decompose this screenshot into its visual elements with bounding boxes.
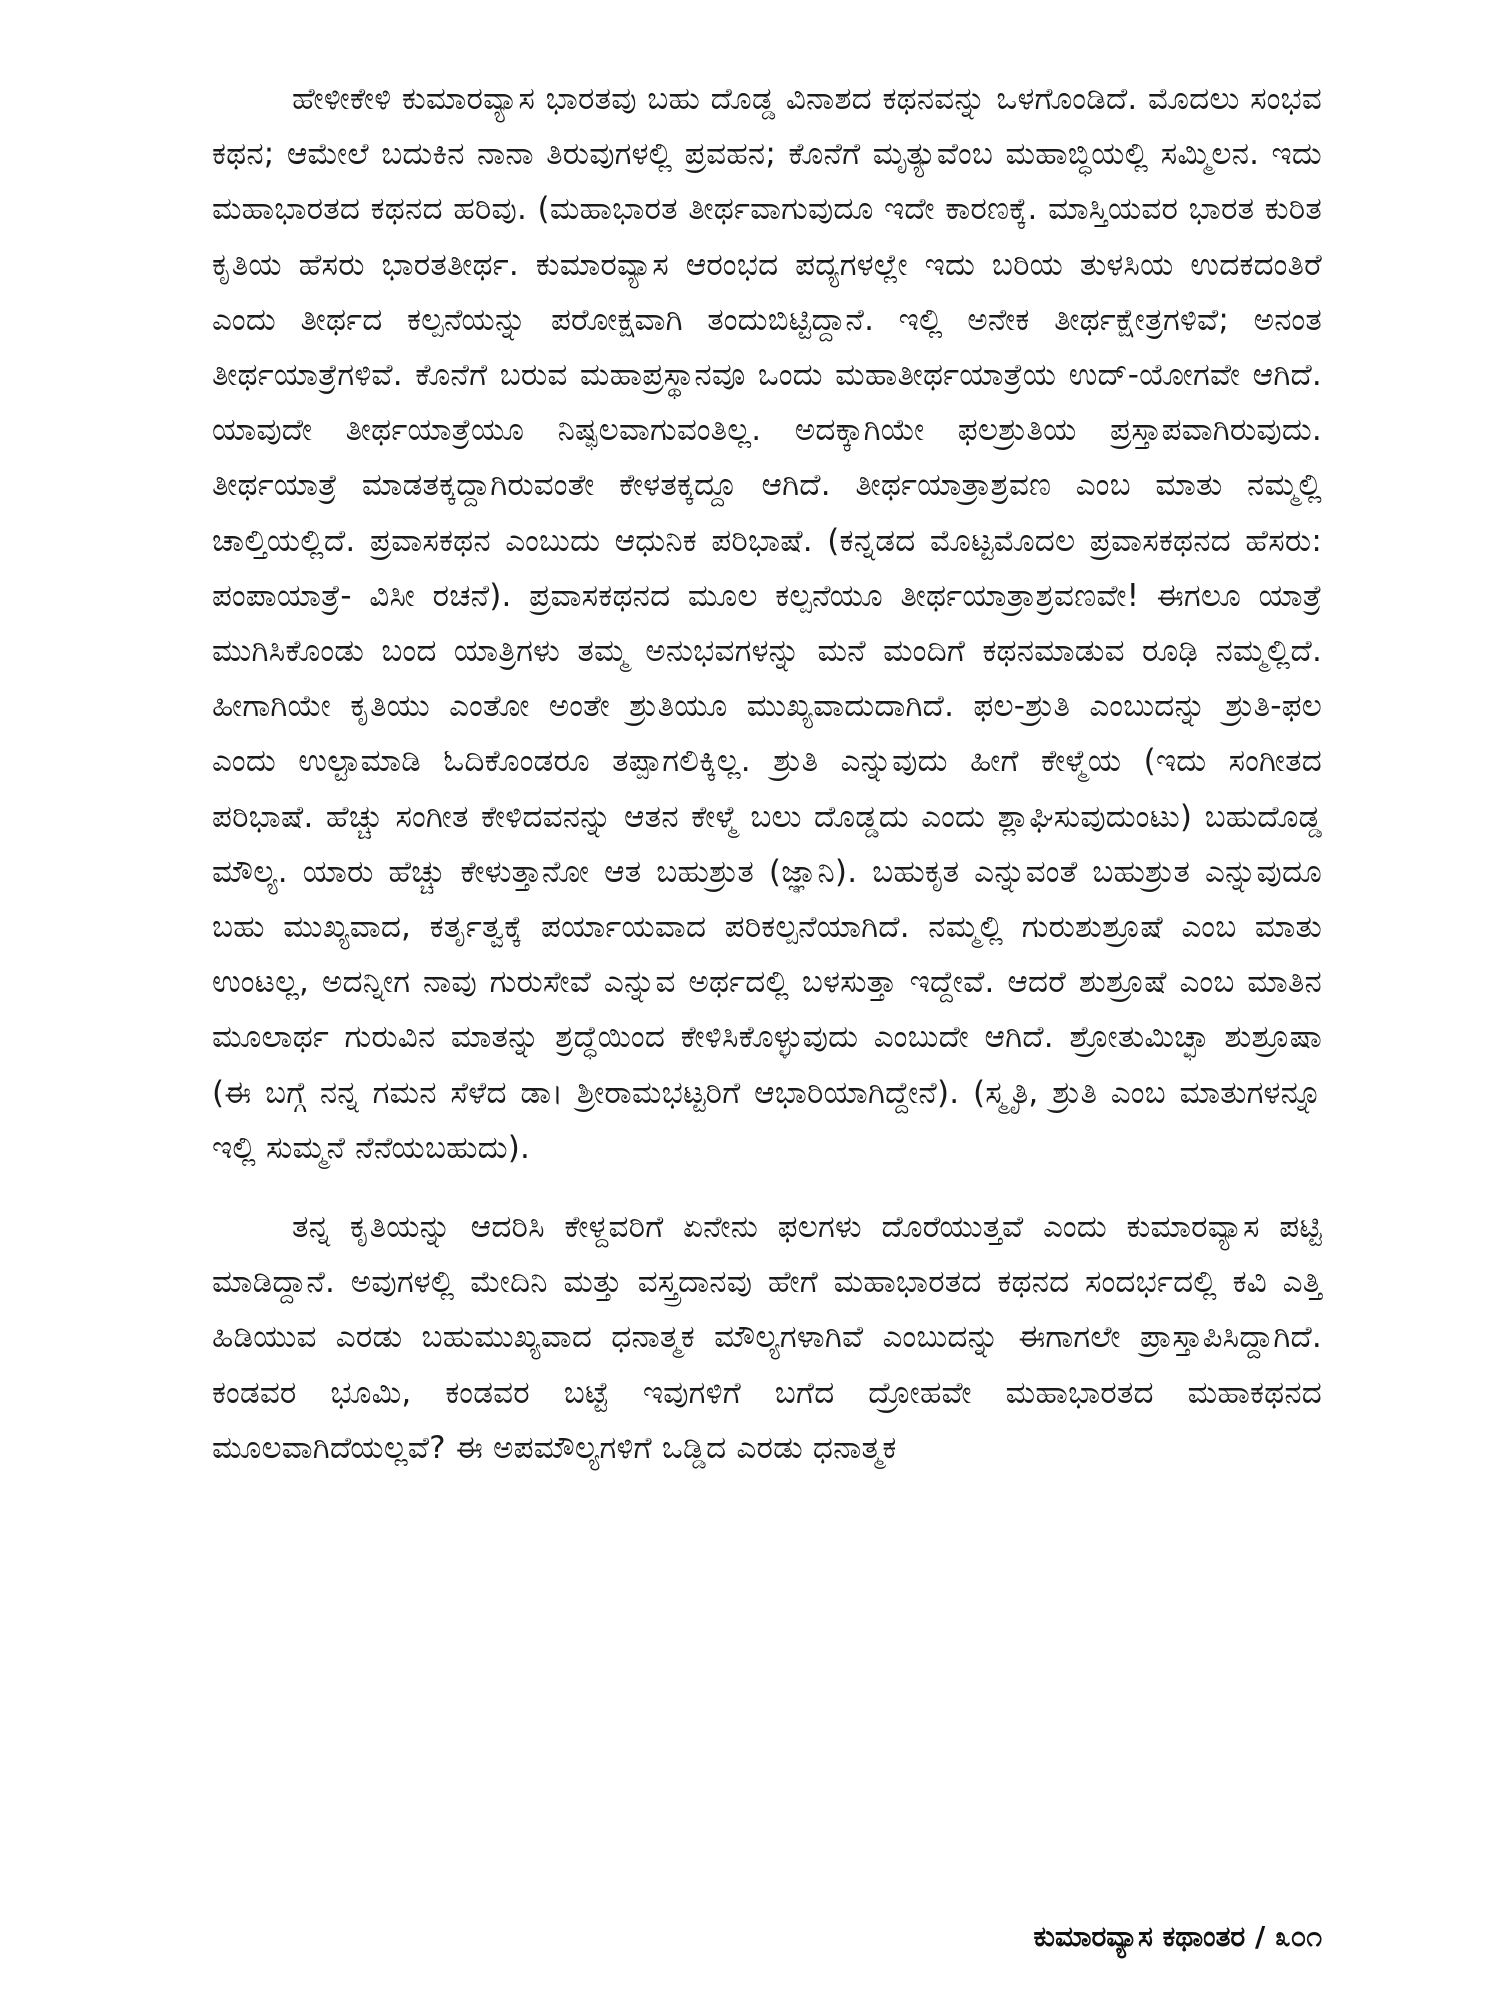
paragraph: ಹೇಳೀಕೇಳಿ ಕುಮಾರವ್ಯಾಸ ಭಾರತವು ಬಹು ದೊಡ್ಡ ವಿನಾಶದ ಕಥನವನ್ನು ಒಳಗೊಂಡಿದೆ. ಮೊದಲು ಸಂಭವ ಕಥನ; ಆಮೇಲೆ ಬದುಕಿನ ನಾನಾ ತಿರುವುಗಳಲ್ಲಿ ಪ್ರವಹನ; ಕೊನೆಗೆ ಮೃತ್ಯುವೆಂಬ ಮಹಾಬ್ಧಿಯಲ್ಲಿ ಸಮ್ಮಿಲನ. ಇದು ಮಹಾಭಾರತದ ಕಥನದ ಹರಿವು. (ಮಹಾಭಾರತ ತೀರ್ಥವಾಗುವುದೂ ಇದೇ ಕಾರಣಕ್ಕೆ. ಮಾಸ್ತಿಯವರ ಭಾರತ ಕುರಿತ ಕೃತಿಯ ಹೆಸರು ಭಾರತತೀರ್ಥ. ಕುಮಾರವ್ಯಾಸ ಆರಂಭದ ಪದ್ಯಗಳಲ್ಲೇ ಇದು ಬರಿಯ ತುಳಸಿಯ ಉದಕದಂತಿರೆ ಎಂದು ತೀರ್ಥದ ಕಲ್ಪನೆಯನ್ನು ಪರೋಕ್ಷವಾಗಿ ತಂದುಬಿಟ್ಟಿದ್ದಾನೆ. ಇಲ್ಲಿ ಅನೇಕ ತೀರ್ಥಕ್ಷೇತ್ರಗಳಿವೆ; ಅನಂತ ತೀರ್ಥಯಾತ್ರೆಗಳಿವೆ. ಕೊನೆಗೆ ಬರುವ ಮಹಾಪ್ರಸ್ಥಾನವೂ ಒಂದು ಮಹಾತೀರ್ಥಯಾತ್ರೆಯ ಉದ್‌-ಯೋಗವೇ ಆಗಿದೆ. ಯಾವುದೇ ತೀರ್ಥಯಾತ್ರೆಯೂ ನಿಷ್ಫಲವಾಗುವಂತಿಲ್ಲ. ಅದಕ್ಕಾಗಿಯೇ ಫಲಶ್ರುತಿಯ ಪ್ರಸ್ತಾಪವಾಗಿರುವುದು. ತೀರ್ಥಯಾತ್ರೆ ಮಾಡತಕ್ಕದ್ದಾಗಿರುವಂತೇ ಕೇಳತಕ್ಕದ್ದೂ ಆಗಿದೆ. ತೀರ್ಥಯಾತ್ರಾಶ್ರವಣ ಎಂಬ ಮಾತು ನಮ್ಮಲ್ಲಿ ಚಾಲ್ತಿಯಲ್ಲಿದೆ. ಪ್ರವಾಸಕಥನ ಎಂಬುದು ಆಧುನಿಕ ಪರಿಭಾಷೆ. (ಕನ್ನಡದ ಮೊಟ್ಟಮೊದಲ ಪ್ರವಾಸಕಥನದ ಹೆಸರು: ಪಂಪಾಯಾತ್ರೆ- ವಿಸೀ ರಚನೆ). ಪ್ರವಾಸಕಥನದ ಮೂಲ ಕಲ್ಪನೆಯೂ ತೀರ್ಥಯಾತ್ರಾಶ್ರವಣವೇ! ಈಗಲೂ ಯಾತ್ರೆ ಮುಗಿಸಿಕೊಂಡು ಬಂದ ಯಾತ್ರಿಗಳು ತಮ್ಮ ಅನುಭವಗಳನ್ನು ಮನೆ ಮಂದಿಗೆ ಕಥನಮಾಡುವ ರೂಢಿ ನಮ್ಮಲ್ಲಿದೆ. ಹೀಗಾಗಿಯೇ ಕೃತಿಯು ಎಂತೋ ಅಂತೇ ಶ್ರುತಿಯೂ ಮುಖ್ಯವಾದುದಾಗಿದೆ. ಫಲ-ಶ್ರುತಿ ಎಂಬುದನ್ನು ಶ್ರುತಿ-ಫಲ ಎಂದು ಉಲ್ಟಾಮಾಡಿ ಓದಿಕೊಂಡರೂ ತಪ್ಪಾಗಲಿಕ್ಕಿಲ್ಲ. ಶ್ರುತಿ ಎನ್ನುವುದು ಹೀಗೆ ಕೇಳ್ಮೆಯ (ಇದು ಸಂಗೀತದ ಪರಿಭಾಷೆ. ಹೆಚ್ಚು ಸಂಗೀತ ಕೇಳಿದವನನ್ನು ಆತನ ಕೇಳ್ಮೆ ಬಲು ದೊಡ್ಡದು ಎಂದು ಶ್ಲಾಘಿಸುವುದುಂಟು) ಬಹುದೊಡ್ಡ ಮೌಲ್ಯ. ಯಾರು ಹೆಚ್ಚು ಕೇಳುತ್ತಾನೋ ಆತ ಬಹುಶ್ರುತ (ಜ್ಞಾನಿ). ಬಹುಕೃತ ಎನ್ನುವಂತೆ ಬಹುಶ್ರುತ ಎನ್ನುವುದೂ ಬಹು ಮುಖ್ಯವಾದ, ಕರ್ತೃತ್ವಕ್ಕೆ ಪರ್ಯಾಯವಾದ ಪರಿಕಲ್ಪನೆಯಾಗಿದೆ. ನಮ್ಮಲ್ಲಿ ಗುರುಶುಶ್ರೂಷೆ ಎಂಬ ಮಾತು ಉಂಟಲ್ಲ, ಅದನ್ನೀಗ ನಾವು ಗುರುಸೇವೆ ಎನ್ನುವ ಅರ್ಥದಲ್ಲಿ ಬಳಸುತ್ತಾ ಇದ್ದೇವೆ. ಆದರೆ ಶುಶ್ರೂಷೆ ಎಂಬ ಮಾತಿನ ಮೂಲಾರ್ಥ ಗುರುವಿನ ಮಾತನ್ನು ಶ್ರದ್ಧೆಯಿಂದ ಕೇಳಿಸಿಕೊಳ್ಳುವುದು ಎಂಬುದೇ ಆಗಿದೆ. ಶ್ರೋತುಮಿಚ್ಛಾ ಶುಶ್ರೂಷಾ (ಈ ಬಗ್ಗೆ ನನ್ನ ಗಮನ ಸೆಳೆದ ಡಾ। ಶ್ರೀರಾಮಭಟ್ಟರಿಗೆ ಆಭಾರಿಯಾಗಿದ್ದೇನೆ). (ಸ್ಮೃತಿ, ಶ್ರುತಿ ಎಂಬ ಮಾತುಗಳನ್ನೂ ಇಲ್ಲಿ ಸುಮ್ಮನೆ ನೆನೆಯಬಹುದು).: [212, 81, 1322, 1166]
paragraph: ತನ್ನ ಕೃತಿಯನ್ನು ಆದರಿಸಿ ಕೇಳ್ದವರಿಗೆ ಏನೇನು ಫಲಗಳು ದೊರೆಯುತ್ತವೆ ಎಂದು ಕುಮಾರವ್ಯಾಸ ಪಟ್ಟಿ ಮಾಡಿದ್ದಾನೆ. ಅವುಗಳಲ್ಲಿ ಮೇದಿನಿ ಮತ್ತು ವಸ್ತ್ರದಾನವು ಹೇಗೆ ಮಹಾಭಾರತದ ಕಥನದ ಸಂದರ್ಭದಲ್ಲಿ ಕವಿ ಎತ್ತಿ ಹಿಡಿಯುವ ಎರಡು ಬಹುಮುಖ್ಯವಾದ ಧನಾತ್ಮಕ ಮೌಲ್ಯಗಳಾಗಿವೆ ಎಂಬುದನ್ನು ಈಗಾಗಲೇ ಪ್ರಾಸ್ತಾಪಿಸಿದ್ದಾಗಿದೆ. ಕಂಡವರ ಭೂಮಿ, ಕಂಡವರ ಬಟ್ಟೆ ಇವುಗಳಿಗೆ ಬಗೆದ ದ್ರೋಹವೇ ಮಹಾಭಾರತದ ಮಹಾಕಥನದ ಮೂಲವಾಗಿದೆಯಲ್ಲವೆ? ಈ ಅಪಮೌಲ್ಯಗಳಿಗೆ ಒಡ್ಡಿದ ಎರಡು ಧನಾತ್ಮಕ: [212, 1209, 1322, 1466]
page-footer: ಕುಮಾರವ್ಯಾಸ ಕಥಾಂತರ / ೩೦೧: [1033, 1920, 1322, 1953]
body-text: [212, 72, 1322, 1476]
